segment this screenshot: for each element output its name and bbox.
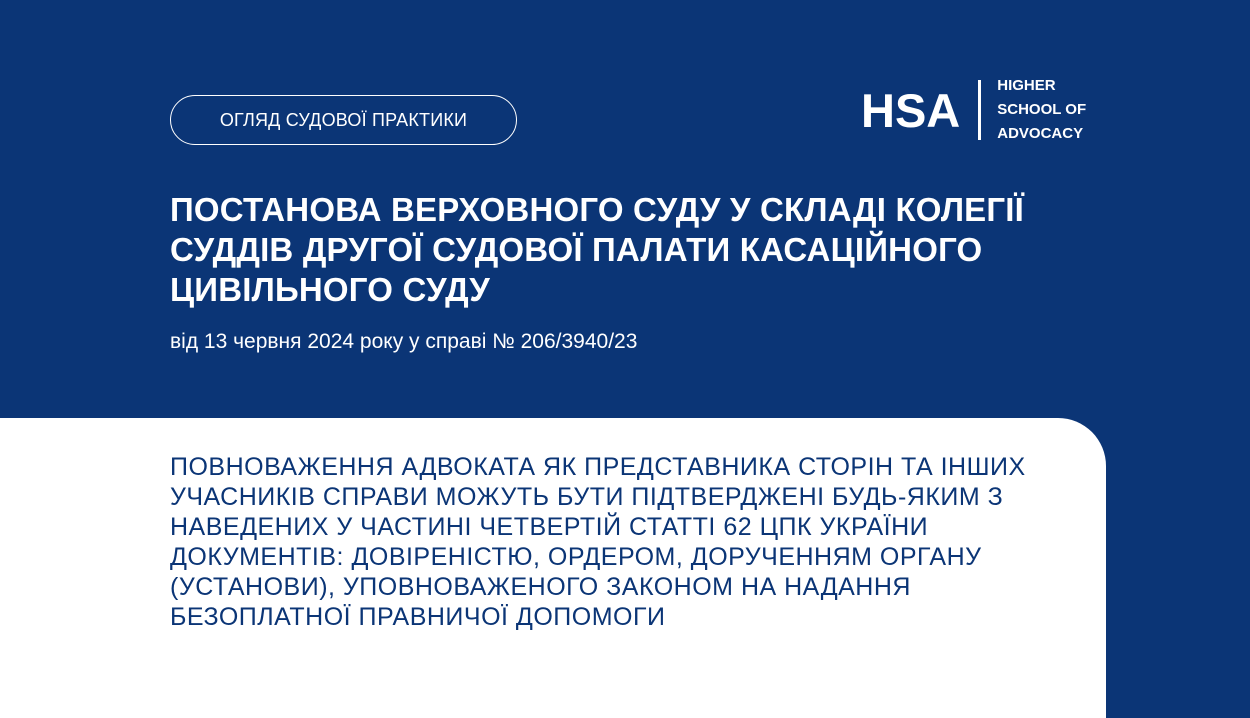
category-tag (170, 95, 517, 145)
logo-divider (978, 80, 981, 140)
summary-text: ПОВНОВАЖЕННЯ АДВОКАТА ЯК ПРЕДСТАВНИКА СТОРІН ТА ІНШИХ УЧАСНИКІВ СПРАВИ МОЖУТЬ БУТИ ПІДТВЕРДЖЕНІ БУДЬ-ЯКИМ З НАВЕДЕНИХ У ЧАСТИНІ ЧЕТВЕРТІЙ СТАТТІ 62 ЦПК УКРАЇНИ ДОКУМЕНТІВ: ДОВІРЕНІСТЮ, ОРДЕРОМ, ДОРУЧЕННЯМ ОРГАНУ (УСТАНОВИ), УПОВНОВАЖЕНОГО ЗАКОНОМ НА НАДАННЯ БЕЗОПЛАТНОЇ ПРАВНИЧОЇ ДОПОМОГИ (170, 453, 1026, 631)
logo-wordmark (997, 74, 1086, 146)
logo-line-3: ADVOCACY (997, 125, 1084, 142)
logo-line-2: SCHOOL OF (997, 101, 1087, 118)
logo-mark: HSA (861, 83, 961, 137)
case-subtitle: від 13 червня 2024 року у справі № 206/3940/23 (170, 330, 638, 353)
logo-line-1: HIGHER (997, 77, 1056, 94)
hsa-logo (861, 78, 1086, 142)
category-tag-label: ОГЛЯД СУДОВОЇ ПРАКТИКИ (219, 109, 468, 130)
page-title: ПОСТАНОВА ВЕРХОВНОГО СУДУ У СКЛАДІ КОЛЕГІЇ СУДДІВ ДРУГОЇ СУДОВОЇ ПАЛАТИ КАСАЦІЙНОГО ЦИВІЛЬНОГО СУДУ (170, 191, 1024, 308)
